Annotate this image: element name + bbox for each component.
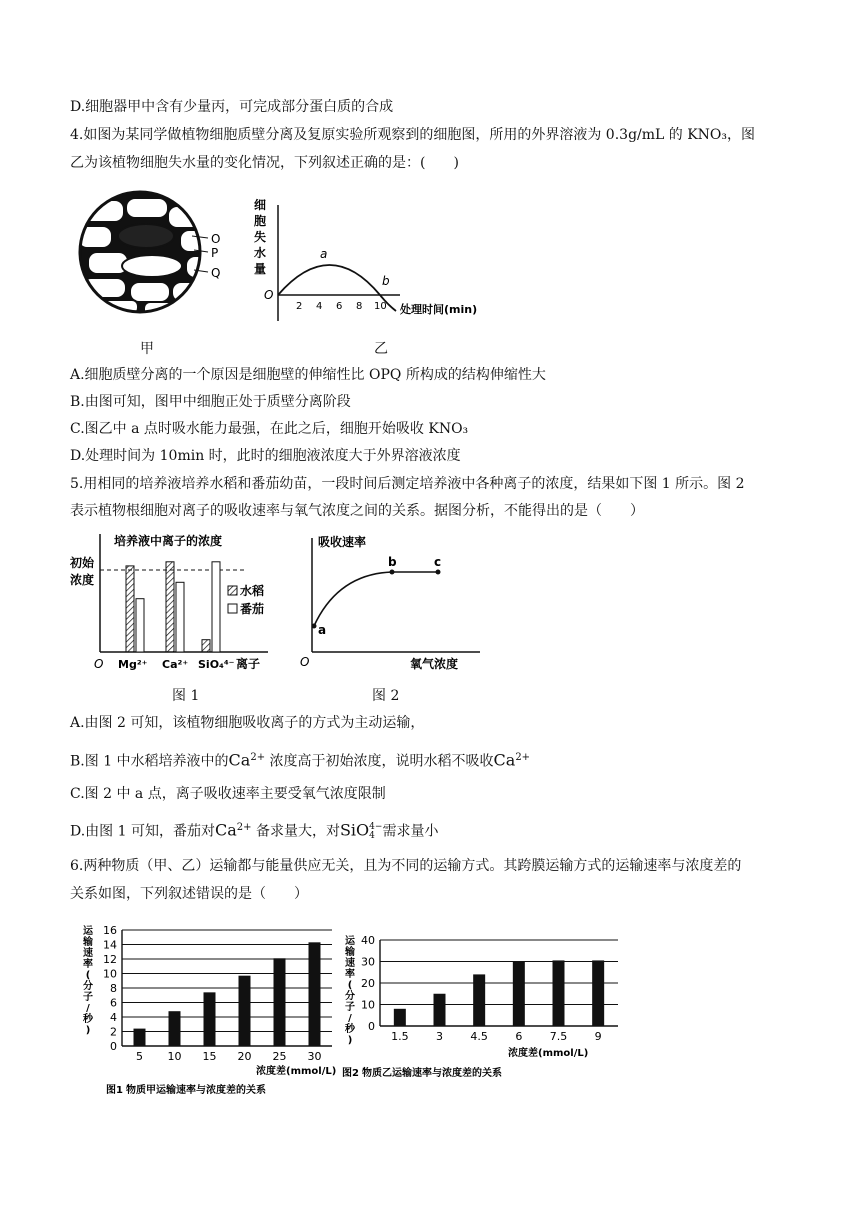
q6f2-ylabel-char-9: ): [347, 1035, 353, 1046]
q6f1-ylabel-char-5: 分: [83, 981, 93, 992]
q6f2-yticks: [361, 934, 375, 1033]
fig2-xlabel: 氧气浓度: [410, 657, 459, 671]
q6f2-ytick-1: 10: [361, 998, 375, 1012]
q4-caption-jia: 甲: [140, 341, 154, 357]
q5-stem-line2: 表示植物根细胞对离子的吸收速率与氧气浓度之间的关系。据图分析，不能得出的是（ ）: [70, 503, 644, 519]
q5-option-d-part2: 备求量大，对: [255, 823, 340, 840]
legend-swatch-tomato: [228, 604, 237, 613]
fig2-point-a: a: [318, 623, 327, 637]
legend-rice: 水稻: [240, 584, 265, 598]
q6f2-ylabel-char-1: 输: [345, 947, 355, 958]
q6f2-bar-0: [394, 1009, 406, 1026]
yi-point-a: a: [320, 247, 328, 261]
fig1-ylabel-1: 初始: [70, 556, 95, 570]
q6-figure-1: [78, 915, 340, 1105]
yi-tick-6: 6: [336, 301, 343, 312]
q6f2-xtick-3: 6: [515, 1030, 523, 1043]
fig1-cat-mg: Mg²⁺: [118, 658, 148, 671]
q6f1-fig-label: 图1: [106, 1085, 123, 1096]
yi-xlabel: 处理时间(min): [400, 303, 478, 316]
legend-tomato: 番茄: [240, 602, 265, 616]
q5-option-c: C.图 2 中 a 点，离子吸收速率主要受氧气浓度限制: [70, 786, 386, 802]
q6f2-ylabel-char-2: 速: [345, 958, 355, 969]
fig1-cat-sio4: SiO₄⁴⁻: [198, 658, 235, 671]
q6f1-bar-5: [309, 942, 321, 1046]
q6f2-bar-3: [513, 962, 525, 1027]
q6f2-ylabel-char-7: /: [348, 1013, 352, 1024]
q5-option-d: [70, 818, 438, 842]
q6f1-bars: [134, 942, 321, 1046]
q6f2-ylabel-char-3: 率: [345, 969, 355, 980]
q5-figure-1: [68, 530, 278, 675]
q5-option-d-part1: D.由图 1 可知，番茄对: [70, 823, 215, 840]
q6f1-ylabel-char-1: 输: [83, 937, 93, 948]
q6f1-title: 物质甲运输速率与浓度差的关系: [126, 1085, 266, 1096]
q6f1-ytick-3: 6: [110, 996, 117, 1010]
q6f1-ylabel-char-8: 秒: [83, 1014, 93, 1025]
q6f1-ylabel-char-9: ): [85, 1025, 91, 1036]
q6f1-bar-3: [239, 976, 251, 1046]
q4-option-c: C.图乙中 a 点时吸水能力最强，在此之后，细胞开始吸收 KNO₃: [70, 421, 469, 437]
q6f1-ytick-4: 8: [110, 982, 117, 995]
q6f2-xtick-0: 1.5: [391, 1030, 409, 1043]
q6f2-fig-label: 图2: [342, 1068, 359, 1079]
q5-option-a: A.由图 2 可知，该植物细胞吸收离子的方式为主动运输，: [70, 715, 425, 731]
q6f1-xticks: [136, 1050, 322, 1063]
q6f1-xtick-3: 20: [237, 1050, 252, 1063]
yi-origin: O: [264, 288, 274, 302]
q6f2-xtick-2: 4.5: [470, 1030, 488, 1043]
q6f1-xtick-5: 30: [307, 1050, 322, 1063]
q5-caption-fig1: 图 1: [172, 688, 200, 704]
q6f2-ytick-2: 20: [361, 977, 375, 990]
ca-charge-2: 2+: [515, 752, 531, 763]
yi-ylabel-2: 胞: [254, 214, 267, 228]
q6f2-grid: [380, 940, 618, 1026]
q6-stem-line1: 6.两种物质（甲、乙）运输都与能量供应无关，且为不同的运输方式。其跨膜运输方式的运输速率与浓度差的: [70, 858, 742, 874]
q5-option-b-part1: B.图 1 中水稻培养液中的: [70, 753, 229, 770]
q6f1-xlabel: 浓度差(mmol/L): [256, 1066, 337, 1077]
q6f2-xtick-5: 9: [594, 1030, 602, 1043]
q5-figure-2: [298, 530, 488, 675]
fig2-point-b-dot: [390, 570, 395, 575]
q4-option-a: A.细胞质壁分离的一个原因是细胞壁的伸缩性比 OPQ 所构成的结构伸缩性大: [70, 367, 546, 383]
sio4-subscript: 4: [369, 830, 375, 841]
q6f2-bar-4: [553, 960, 565, 1026]
bar-tomato-0: [136, 599, 144, 652]
fig1-xlabel: 离子: [236, 657, 261, 671]
bar-rice-2: [202, 640, 210, 652]
yi-tick-8: 8: [356, 301, 363, 312]
yi-point-b: b: [382, 274, 390, 288]
q4-stem-line1: 4.如图为某同学做植物细胞质壁分离及复原实验所观察到的细胞图，所用的外界溶液为 0.3g/mL 的 KNO₃，图: [70, 127, 756, 143]
q6f2-ylabel-char-5: 分: [345, 991, 355, 1002]
q6f1-bar-0: [134, 1029, 146, 1046]
q6f1-ytick-8: 16: [103, 924, 117, 937]
q6f2-bar-1: [434, 994, 446, 1026]
q6f2-ylabel-char-6: 子: [345, 1002, 355, 1013]
q6f2-ytick-4: 40: [361, 934, 375, 947]
q6f2-ylabel: [344, 934, 356, 1046]
q6f2-xtick-1: 3: [436, 1030, 443, 1043]
q6f1-xtick-1: 10: [167, 1050, 182, 1063]
q6f1-ytick-6: 12: [103, 953, 117, 966]
bar-rice-0: [126, 566, 134, 652]
ca-ion-2: Ca: [493, 750, 516, 770]
yi-tick-2: 2: [296, 301, 303, 312]
bar-tomato-2: [212, 562, 220, 652]
q4-stem-line2: 乙为该植物细胞失水量的变化情况，下列叙述正确的是：( ): [70, 155, 459, 171]
q6f1-bar-1: [169, 1011, 181, 1046]
q6f2-ylabel-char-0: 运: [345, 936, 355, 947]
q6f1-xtick-4: 25: [272, 1050, 287, 1063]
yi-ylabel-3: 失: [254, 230, 267, 244]
sio4-charge: 4−: [369, 821, 383, 832]
q6f2-title: 物质乙运输速率与浓度差的关系: [362, 1068, 502, 1079]
q5-option-b-part2: 浓度高于初始浓度，说明水稻不吸收: [269, 753, 494, 770]
q6f2-bars: [394, 960, 604, 1026]
q6f2-bar-2: [473, 974, 485, 1026]
q6f1-xtick-2: 15: [202, 1050, 217, 1063]
q5-option-d-part3: 需求量小: [382, 823, 439, 840]
bar-tomato-1: [176, 582, 184, 652]
q6f1-ylabel-char-6: 子: [83, 992, 93, 1003]
fig1-title: 培养液中离子的浓度: [114, 534, 223, 548]
fig2-ylabel: 吸收速率: [318, 535, 367, 549]
q5-stem-line1: 5.用相同的培养液培养水稻和番茄幼苗，一段时间后测定培养液中各种离子的浓度，结果如下图 1 所示。图 2: [70, 476, 745, 492]
label-p: P: [211, 246, 219, 260]
q6f2-ytick-0: 0: [368, 1020, 375, 1033]
label-o: O: [211, 232, 221, 246]
ca-ion-3: Ca: [214, 820, 237, 840]
q6f1-bar-2: [204, 992, 216, 1046]
yi-tick-10: 10: [374, 301, 387, 312]
q6f2-bar-5: [592, 960, 604, 1026]
q6f1-ylabel: [82, 924, 94, 1036]
q6f1-xtick-0: 5: [136, 1050, 143, 1063]
legend-swatch-rice: [228, 586, 237, 595]
q6f1-ytick-2: 4: [110, 1011, 117, 1024]
q6f2-xtick-4: 7.5: [549, 1030, 568, 1043]
ca-charge-1: 2+: [250, 752, 266, 763]
fig2-curve: [314, 572, 438, 626]
q5-option-b: [70, 748, 530, 772]
fig2-point-c: c: [434, 555, 442, 569]
q6f1-ytick-5: 10: [103, 967, 117, 981]
q6f1-ytick-1: 2: [110, 1025, 117, 1039]
yi-tick-4: 4: [316, 301, 323, 312]
yi-ylabel-5: 量: [254, 262, 267, 276]
q6-stem-line2: 关系如图，下列叙述错误的是（ ）: [70, 886, 308, 902]
q6f1-ylabel-char-0: 运: [83, 926, 93, 937]
fig1-bars: [126, 562, 220, 652]
ca-ion-1: Ca: [228, 750, 251, 770]
q3-option-d: D.细胞器甲中含有少量丙，可完成部分蛋白质的合成: [70, 99, 394, 115]
fig1-ylabel-2: 浓度: [70, 573, 95, 587]
sio4-ion: SiO: [339, 820, 370, 840]
q6f1-ytick-7: 14: [103, 938, 117, 952]
q6f1-ytick-0: 0: [110, 1040, 117, 1053]
q6f1-ylabel-char-2: 速: [83, 948, 93, 959]
yi-ylabel-4: 水: [254, 246, 267, 260]
fig1-origin: O: [94, 657, 104, 671]
q6f1-yticks: [103, 924, 117, 1053]
q6f1-ylabel-char-7: /: [86, 1003, 90, 1014]
fig2-origin: O: [300, 655, 310, 669]
q6f2-ylabel-char-8: 秒: [345, 1024, 355, 1035]
label-q: Q: [211, 266, 221, 280]
q6f1-ylabel-char-3: 率: [83, 959, 93, 970]
q5-caption-fig2: 图 2: [372, 688, 400, 704]
q4-option-b: B.由图可知，图甲中细胞正处于质壁分离阶段: [70, 394, 351, 410]
yi-ylabel-1: 细: [254, 198, 267, 212]
ca-charge-3: 2+: [236, 822, 252, 833]
q6f1-bar-4: [274, 958, 286, 1046]
q6f2-ylabel-char-4: (: [347, 980, 353, 991]
q4-figure-jia: [68, 188, 228, 333]
q4-caption-yi: 乙: [374, 341, 388, 357]
fig2-point-c-dot: [436, 570, 441, 575]
q6-figure-2: [340, 915, 630, 1105]
q4-figure-yi: [250, 195, 500, 330]
q6f2-ytick-3: 30: [361, 955, 375, 969]
fig2-point-b: b: [388, 555, 397, 569]
fig1-cat-ca: Ca²⁺: [162, 658, 189, 671]
q6f2-xlabel: 浓度差(mmol/L): [508, 1048, 589, 1059]
bar-rice-1: [166, 562, 174, 652]
fig2-point-a-dot: [312, 624, 317, 629]
q4-option-d: D.处理时间为 10min 时，此时的细胞液浓度大于外界溶液浓度: [70, 448, 461, 464]
q6f1-grid: [122, 930, 332, 1046]
q6f2-xticks: [391, 1030, 602, 1043]
q6f1-ylabel-char-4: (: [85, 970, 91, 981]
